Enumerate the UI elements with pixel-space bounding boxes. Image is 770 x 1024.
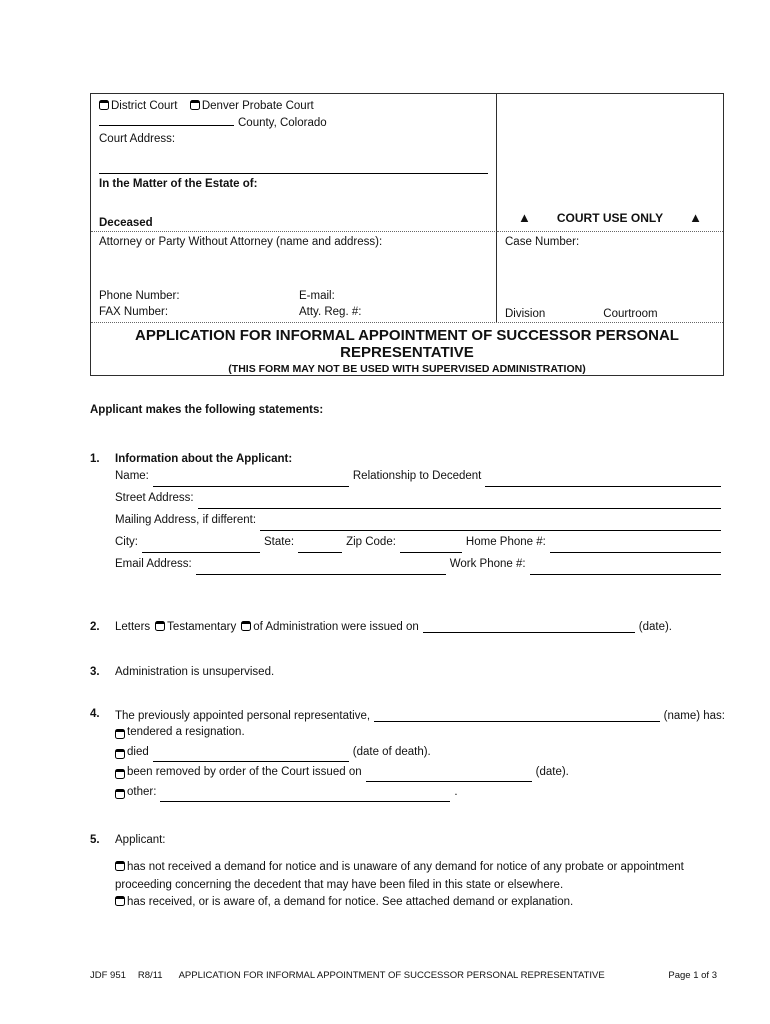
email-address-blank[interactable] <box>196 561 446 575</box>
street-address-label: Street Address: <box>115 492 194 504</box>
received-demand-label: has received, or is aware of, a demand for notice. See attached demand or explanation. <box>127 896 574 908</box>
section-2-number: 2. <box>90 621 100 633</box>
city-blank[interactable] <box>142 539 260 553</box>
triangle-right-icon: ▲ <box>689 210 702 225</box>
died-option <box>115 742 725 762</box>
atty-reg-label: Atty. Reg. #: <box>299 306 362 318</box>
work-phone-label: Work Phone #: <box>449 558 526 570</box>
email-workphone-line <box>115 553 725 575</box>
other-blank[interactable] <box>160 788 450 802</box>
estate-matter-label: In the Matter of the Estate of: <box>99 178 258 190</box>
zip-label: Zip Code: <box>346 536 396 548</box>
district-court-label: District Court <box>111 100 178 112</box>
form-title-line2: REPRESENTATIVE <box>340 344 474 361</box>
section-4 <box>90 708 725 802</box>
county-suffix-label: County, Colorado <box>238 117 327 129</box>
mailing-address-blank[interactable] <box>260 517 721 531</box>
section-3 <box>90 666 725 678</box>
court-use-only-label: COURT USE ONLY <box>556 210 664 225</box>
phone-email-row <box>99 288 488 304</box>
state-label: State: <box>264 536 295 548</box>
name-line <box>115 465 725 487</box>
footer-page-number: Page 1 of 3 <box>668 970 717 981</box>
section-5-number: 5. <box>90 834 100 846</box>
footer-form-id: JDF 951 <box>90 970 126 981</box>
died-suffix: (date of death). <box>352 746 431 758</box>
state-blank[interactable] <box>298 539 342 553</box>
other-option <box>115 782 725 802</box>
relationship-blank[interactable] <box>485 473 721 487</box>
section-4-lead-text: The previously appointed personal representative, <box>115 710 371 722</box>
of-administration-checkbox[interactable] <box>241 621 251 631</box>
court-use-cell <box>497 94 723 231</box>
fax-number-label: FAX Number: <box>99 306 169 318</box>
resignation-option <box>115 722 725 742</box>
division-courtroom-row <box>505 308 658 320</box>
death-date-blank[interactable] <box>153 748 349 762</box>
court-type-line <box>99 98 488 114</box>
testamentary-checkbox[interactable] <box>155 621 165 631</box>
case-number-cell <box>497 231 723 322</box>
caption-divider-rule <box>99 173 488 174</box>
testamentary-label: Testamentary <box>167 621 237 633</box>
division-label: Division <box>505 308 546 320</box>
email-label: E-mail: <box>299 290 335 302</box>
triangle-left-icon: ▲ <box>518 210 531 225</box>
form-title-line3: (THIS FORM MAY NOT BE USED WITH SUPERVISED ADMINISTRATION) <box>228 363 586 375</box>
of-administration-label: of Administration were issued on <box>253 621 419 633</box>
contact-rows <box>99 288 488 320</box>
form-title-cell <box>91 322 723 375</box>
intro-statement: Applicant makes the following statements: <box>90 404 324 416</box>
section-1-heading: Information about the Applicant: <box>115 453 293 465</box>
deceased-label: Deceased <box>99 217 153 229</box>
section-3-number: 3. <box>90 666 100 678</box>
section-4-number: 4. <box>90 708 100 720</box>
other-checkbox[interactable] <box>115 789 125 799</box>
caption-table <box>90 93 724 376</box>
relationship-label: Relationship to Decedent <box>352 470 482 482</box>
other-suffix: . <box>454 786 458 798</box>
court-info-cell <box>91 94 497 231</box>
received-demand-checkbox[interactable] <box>115 896 125 906</box>
email-address-label: Email Address: <box>115 558 192 570</box>
street-address-line <box>115 487 725 509</box>
form-title-line1: APPLICATION FOR INFORMAL APPOINTMENT OF SUCCESSOR PERSONAL <box>135 327 679 344</box>
section-4-lead <box>115 708 725 722</box>
home-phone-label: Home Phone #: <box>465 536 546 548</box>
no-demand-label: has not received a demand for notice and is unaware of any demand for notice of any probate or appointment proceeding concerning the decedent that may have been filed in this state or elsewhere. <box>115 861 684 891</box>
city-label: City: <box>115 536 138 548</box>
letters-date-suffix: (date). <box>638 621 673 633</box>
page-footer <box>90 970 717 981</box>
section-3-text: Administration is unsupervised. <box>115 666 275 678</box>
section-1-heading-row <box>90 453 725 465</box>
mailing-address-label: Mailing Address, if different: <box>115 514 257 526</box>
name-label: Name: <box>115 470 149 482</box>
section-4-lead-row <box>90 708 725 722</box>
other-label: other: <box>127 786 157 798</box>
section-5-heading: Applicant: <box>115 834 166 846</box>
denver-probate-checkbox[interactable] <box>190 100 200 110</box>
section-5-heading-row <box>90 834 725 846</box>
home-phone-blank[interactable] <box>550 539 721 553</box>
prior-pr-name-blank[interactable] <box>374 708 660 722</box>
mailing-address-line <box>115 509 725 531</box>
county-blank[interactable] <box>99 114 234 126</box>
resignation-label: tendered a resignation. <box>127 726 245 738</box>
zip-blank[interactable] <box>400 539 462 553</box>
removed-date-blank[interactable] <box>366 768 532 782</box>
received-demand-option <box>115 894 725 912</box>
street-address-blank[interactable] <box>198 495 721 509</box>
courtroom-label: Courtroom <box>603 308 658 320</box>
no-demand-option <box>115 859 725 894</box>
district-court-checkbox[interactable] <box>99 100 109 110</box>
letters-label: Letters <box>115 621 151 633</box>
section-5 <box>90 834 725 912</box>
city-state-zip-line <box>115 531 725 553</box>
died-label: died <box>127 746 149 758</box>
attorney-cell <box>91 231 497 322</box>
no-demand-checkbox[interactable] <box>115 861 125 871</box>
died-checkbox[interactable] <box>115 749 125 759</box>
removed-checkbox[interactable] <box>115 769 125 779</box>
footer-left <box>90 970 605 981</box>
phone-number-label: Phone Number: <box>99 290 180 302</box>
section-1 <box>90 453 725 575</box>
letters-date-blank[interactable] <box>423 619 635 633</box>
section-4-lead-suffix: (name) has: <box>663 710 725 722</box>
resignation-checkbox[interactable] <box>115 729 125 739</box>
name-blank[interactable] <box>153 473 349 487</box>
case-number-label: Case Number: <box>505 236 580 248</box>
court-address-label: Court Address: <box>99 133 176 145</box>
denver-probate-label: Denver Probate Court <box>201 100 314 112</box>
removed-suffix: (date). <box>535 766 569 778</box>
footer-title: APPLICATION FOR INFORMAL APPOINTMENT OF SUCCESSOR PERSONAL REPRESENTATIVE <box>178 970 605 981</box>
section-2 <box>90 619 725 633</box>
footer-revision: R8/11 <box>137 970 163 981</box>
court-use-only-banner <box>497 210 723 225</box>
attorney-label: Attorney or Party Without Attorney (name and address): <box>99 236 383 248</box>
section-3-row <box>90 666 725 678</box>
removed-label: been removed by order of the Court issued on <box>127 766 362 778</box>
section-1-number: 1. <box>90 453 100 465</box>
county-line <box>99 114 488 131</box>
fax-attyreg-row <box>99 304 488 320</box>
work-phone-blank[interactable] <box>530 561 721 575</box>
removed-option <box>115 762 725 782</box>
section-2-row <box>90 619 725 633</box>
